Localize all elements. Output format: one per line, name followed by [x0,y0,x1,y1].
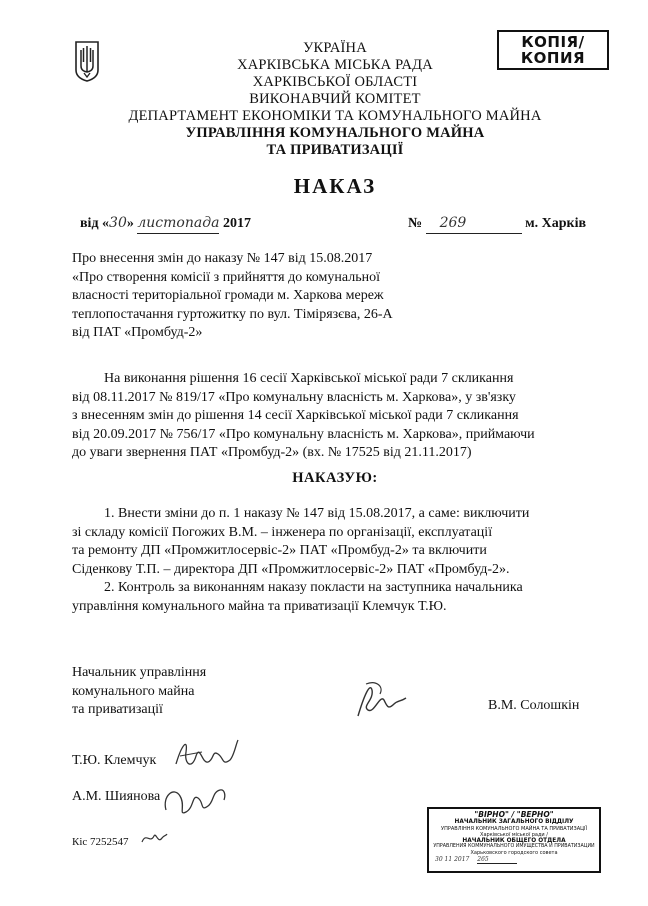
header-region: ХАРКІВСЬКОЇ ОБЛАСТІ [252,74,418,90]
preamble-line: На виконання рішення 16 сесії Харківської міської ради 7 скликання [104,371,514,386]
preamble-line: від 08.11.2017 № 819/17 «Про комунальну власність м. Харкова», у зв'язку [72,389,516,405]
head-signature [350,676,410,729]
date-quote-close: » [126,216,134,231]
subject-line: «Про створення комісії з прийняття до комунальної [72,269,380,285]
header-directorate: УПРАВЛІННЯ КОМУНАЛЬНОГО МАЙНА [185,125,485,141]
signatory-name: В.М. Солошкін [488,698,580,713]
verno-stamp-line: НАЧАЛЬНИК ОБЩЕГО ОТДЕЛА [462,837,566,844]
signatory-title-line: Начальник управління [72,665,207,680]
approver-1: Т.Ю. Клемчук [72,753,157,768]
item-line: управління комунального майна та приватизації Клемчук Т.Ю. [72,598,447,614]
approver-1-signature [172,734,242,781]
copy-stamp-text: КОПІЯ/КОПИЯ [520,33,586,67]
item-line: 2. Контроль за виконанням наказу покласти на заступника начальника [104,580,523,595]
date-prefix: від [80,216,99,231]
verno-stamp [427,807,601,873]
kis-initials [140,828,168,853]
verno-stamp-date-row [429,856,599,864]
order-heading: НАКАЗУЮ: [292,470,378,486]
preamble-line: від 20.09.2017 № 756/17 «Про комунальну власність м. Харкова», приймаючи [72,426,535,442]
kis-label: Кіс 7252547 [72,836,129,848]
number-line [408,214,586,234]
document-title: НАКАЗ [293,174,377,198]
preamble-block [72,370,592,463]
signatory-title [72,664,206,720]
item-line: та ремонту ДП «Промжитлосервіс-2» ПАТ «Промбуд-2» та включити [72,543,487,558]
verno-stamp-line: УПРАВЛІННЯ КОМУНАЛЬНОГО МАЙНА ТА ПРИВАТИЗАЦІЇ [441,825,587,832]
order-number: 269 [426,214,522,234]
header-country: УКРАЇНА [303,40,367,56]
preamble-line: з внесенням змін до рішення 14 сесії Харківської міської ради 7 скликання [72,408,519,423]
date-line [80,214,251,234]
order-items [72,505,592,616]
subject-line: від ПАТ «Промбуд-2» [72,325,203,340]
header-city-council: ХАРКІВСЬКА МІСЬКА РАДА [237,57,433,73]
subject-block [72,250,432,343]
approver-2: А.М. Шиянова [72,789,161,804]
date-quote-open: « [102,216,110,231]
item-line: зі складу комісії Погожих В.М. – інженера по організації, експлуатації [72,524,493,540]
approver-2-signature [160,776,230,827]
number-prefix: № [408,216,423,231]
verno-stamp-title: "ВІРНО" / "ВЕРНО" [474,810,554,819]
verno-stamp-line: Харьковского городского совета [470,850,558,856]
org-header [80,40,590,159]
verno-stamp-line: Харківської міської ради / [480,831,548,838]
preamble-line: до уваги звернення ПАТ «Промбуд-2» (вх. № 17525 від 21.11.2017) [72,445,472,460]
subject-line: власності територіальної громади м. Харкова мереж [72,288,384,303]
header-executive-committee: ВИКОНАВЧИЙ КОМІТЕТ [249,91,421,107]
date-year: 2017 [222,216,251,231]
item-line: 1. Внести зміни до п. 1 наказу № 147 від 15.08.2017, а саме: виключити [104,506,530,521]
date-day: 30 [109,215,127,231]
verno-stamp-line: УПРАВЛЕНИЯ КОММУНАЛЬНОГО ИМУЩЕСТВА И ПРИВАТИЗАЦИИ [433,844,595,849]
city-name: м. Харків [525,216,587,231]
header-department: ДЕПАРТАМЕНТ ЕКОНОМІКИ ТА КОМУНАЛЬНОГО МАЙНА [128,108,542,124]
verno-stamp-number: 265 [477,856,517,864]
verno-stamp-date: 30 11 2017 [435,856,470,863]
item-line: Сіденкову Т.П. – директора ДП «Промжитлосервіс-2» ПАТ «Промбуд-2». [72,561,510,577]
subject-line: Про внесення змін до наказу № 147 від 15.08.2017 [72,251,373,266]
verno-stamp-line: НАЧАЛЬНИК ЗАГАЛЬНОГО ВІДДІЛУ [454,819,574,825]
subject-line: теплопостачання гуртожитку по вул. Тімірязєва, 26-А [72,306,393,322]
header-directorate-cont: ТА ПРИВАТИЗАЦІЇ [266,142,404,158]
signatory-title-line: комунального майна [72,683,195,699]
date-month: листопада [137,214,219,234]
signatory-title-line: та приватизації [72,702,163,717]
